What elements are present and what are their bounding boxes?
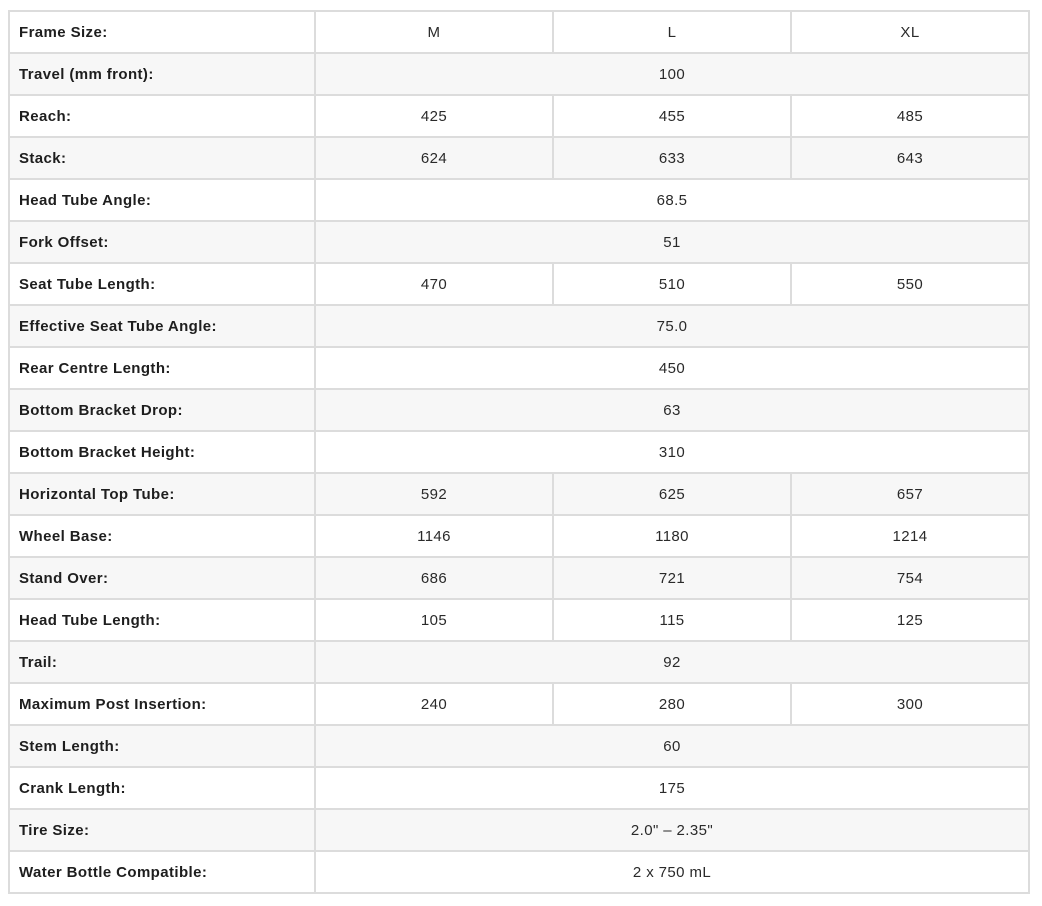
row-value-size-l: 633 [553,137,791,179]
row-label: Maximum Post Insertion: [9,683,315,725]
table-row [9,473,1029,515]
row-label: Fork Offset: [9,221,315,263]
row-value-all-sizes: 450 [315,347,1029,389]
row-value-all-sizes: 68.5 [315,179,1029,221]
row-label: Bottom Bracket Drop: [9,389,315,431]
geometry-table [8,10,1030,894]
table-row [9,389,1029,431]
row-value-all-sizes: 2.0" – 2.35" [315,809,1029,851]
frame-size-label: Frame Size: [9,11,315,53]
row-value-all-sizes: 92 [315,641,1029,683]
table-row [9,515,1029,557]
geometry-table-body [9,11,1029,893]
row-label: Crank Length: [9,767,315,809]
row-value-all-sizes: 310 [315,431,1029,473]
row-label: Tire Size: [9,809,315,851]
row-value-all-sizes: 100 [315,53,1029,95]
row-value-all-sizes: 63 [315,389,1029,431]
table-row [9,221,1029,263]
row-value-all-sizes: 51 [315,221,1029,263]
row-label: Stand Over: [9,557,315,599]
row-label: Trail: [9,641,315,683]
row-value-size-xl: 657 [791,473,1029,515]
size-m-header: M [315,11,553,53]
row-label: Water Bottle Compatible: [9,851,315,893]
row-label: Rear Centre Length: [9,347,315,389]
row-label: Head Tube Length: [9,599,315,641]
row-label: Stack: [9,137,315,179]
row-value-size-l: 721 [553,557,791,599]
row-value-size-xl: 643 [791,137,1029,179]
table-row [9,305,1029,347]
row-value-all-sizes: 75.0 [315,305,1029,347]
row-value-size-l: 455 [553,95,791,137]
table-row [9,179,1029,221]
row-value-size-m: 425 [315,95,553,137]
row-label: Bottom Bracket Height: [9,431,315,473]
row-label: Stem Length: [9,725,315,767]
row-value-all-sizes: 60 [315,725,1029,767]
size-l-header: L [553,11,791,53]
row-label: Wheel Base: [9,515,315,557]
row-label: Effective Seat Tube Angle: [9,305,315,347]
row-value-all-sizes: 2 x 750 mL [315,851,1029,893]
table-row [9,557,1029,599]
row-value-size-m: 105 [315,599,553,641]
table-row [9,683,1029,725]
row-value-size-m: 686 [315,557,553,599]
table-row [9,641,1029,683]
row-value-size-xl: 550 [791,263,1029,305]
row-label: Seat Tube Length: [9,263,315,305]
table-row [9,767,1029,809]
row-label: Travel (mm front): [9,53,315,95]
table-row [9,95,1029,137]
row-value-size-l: 280 [553,683,791,725]
row-value-all-sizes: 175 [315,767,1029,809]
row-value-size-xl: 754 [791,557,1029,599]
row-value-size-l: 115 [553,599,791,641]
table-row [9,851,1029,893]
table-row [9,263,1029,305]
table-row [9,725,1029,767]
row-value-size-xl: 300 [791,683,1029,725]
table-row [9,809,1029,851]
table-row [9,431,1029,473]
row-value-size-xl: 485 [791,95,1029,137]
row-value-size-l: 625 [553,473,791,515]
frame-size-header-row [9,11,1029,53]
table-row [9,53,1029,95]
size-xl-header: XL [791,11,1029,53]
row-value-size-l: 1180 [553,515,791,557]
row-value-size-m: 470 [315,263,553,305]
row-value-size-xl: 1214 [791,515,1029,557]
row-label: Reach: [9,95,315,137]
table-row [9,347,1029,389]
row-value-size-m: 1146 [315,515,553,557]
table-row [9,137,1029,179]
row-label: Horizontal Top Tube: [9,473,315,515]
row-value-size-xl: 125 [791,599,1029,641]
row-value-size-l: 510 [553,263,791,305]
row-value-size-m: 240 [315,683,553,725]
row-label: Head Tube Angle: [9,179,315,221]
row-value-size-m: 592 [315,473,553,515]
row-value-size-m: 624 [315,137,553,179]
table-row [9,599,1029,641]
